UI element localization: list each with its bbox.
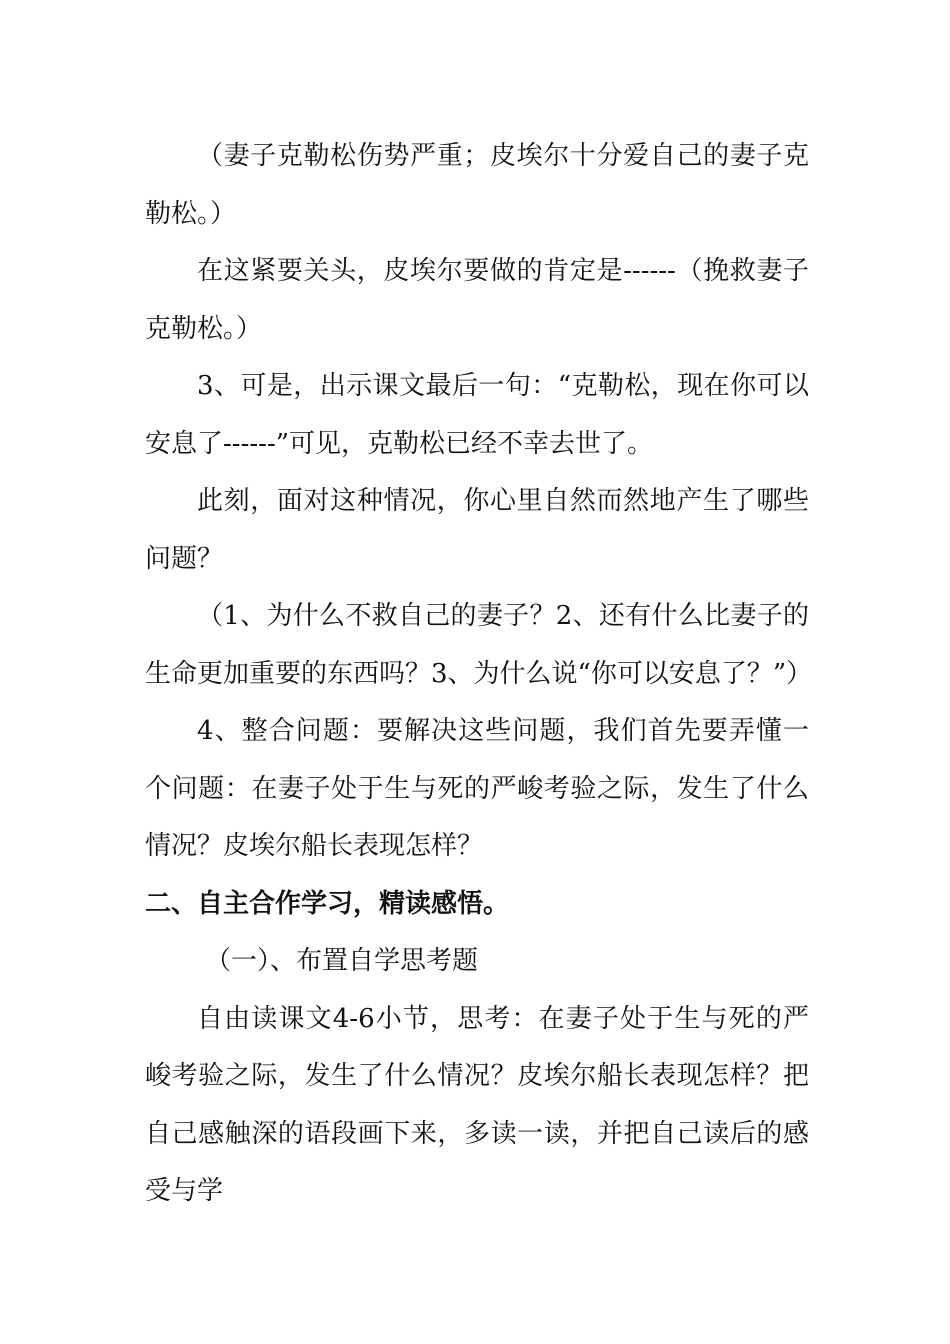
- paragraph-question-list: （1、为什么不救自己的妻子？2、还有什么比妻子的生命更加重要的东西吗？3、为什么说“你可以安息了？”）: [145, 601, 813, 689]
- paragraph-integrate-questions: 4、整合问题：要解决这些问题，我们首先要弄懂一个问题：在妻子处于生与死的严峻考验之际，发生了什么情况？皮埃尔船长表现怎样？: [145, 716, 809, 861]
- document-body: [145, 128, 813, 1221]
- paragraph-self-study: 自由读课文4-6小节，思考：在妻子处于生与死的严峻考验之际，发生了什么情况？皮埃尔船长表现怎样？把自己感触深的语段画下来，多读一读，并把自己读后的感受与学: [145, 1003, 809, 1206]
- subsection-heading: （一）、布置自学思考题: [205, 946, 479, 976]
- paragraph-injury-answer: （妻子克勒松伤势严重；皮埃尔十分爱自己的妻子克勒松。）: [145, 141, 809, 229]
- section-heading: 二、自主合作学习，精读感悟。: [145, 888, 510, 919]
- paragraph-last-sentence: 3、可是，出示课文最后一句：“克勒松，现在你可以安息了------”可见，克勒松已经不幸去世了。: [145, 371, 809, 459]
- paragraph-questions-prompt: 此刻，面对这种情况，你心里自然而然地产生了哪些问题？: [145, 486, 809, 574]
- paragraph-critical-moment: 在这紧要关头，皮埃尔要做的肯定是------（挽救妻子克勒松。）: [145, 256, 809, 344]
